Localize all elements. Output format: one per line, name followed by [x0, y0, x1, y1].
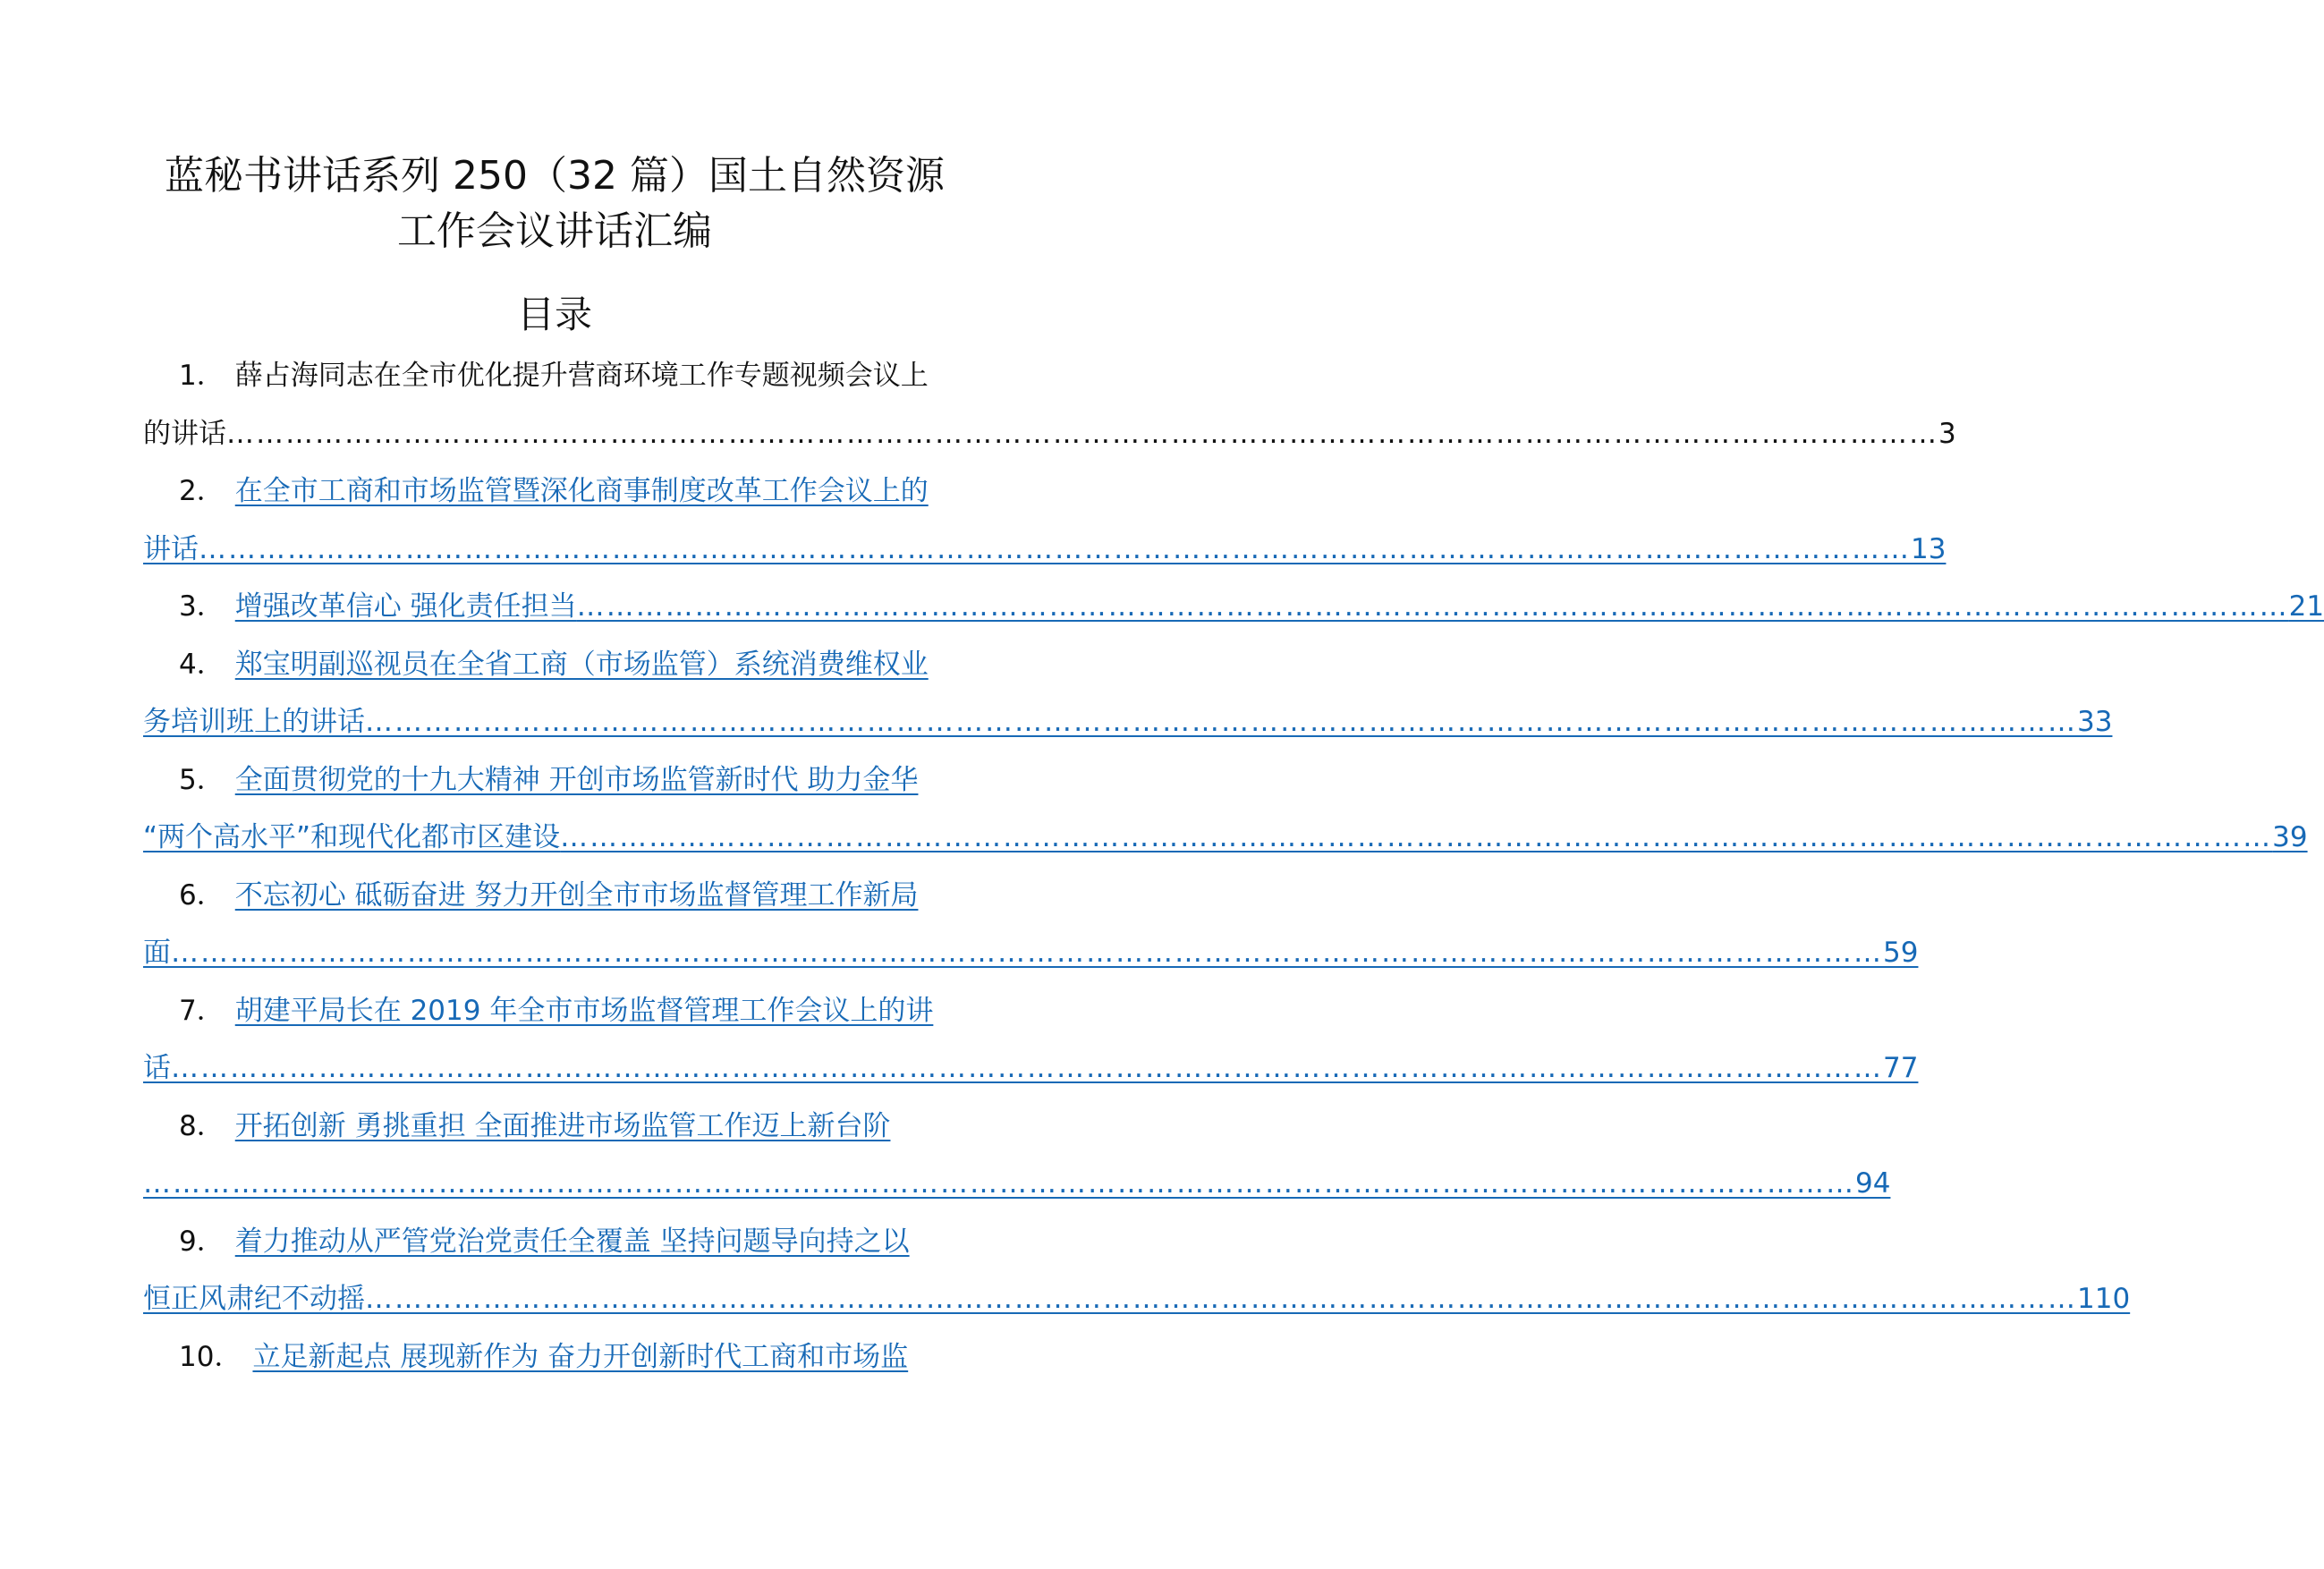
toc-entry-link[interactable]: 增强改革信心 强化责任担当 — [234, 590, 577, 623]
toc-leader-dots[interactable]: ………………………………………………………………………………………………………………………………………………………… — [560, 821, 2273, 853]
toc-entry-number: 5． — [179, 763, 225, 796]
toc-entry-2-line-2[interactable] — [143, 521, 1947, 579]
toc-entry-2-line-1[interactable] — [143, 462, 975, 521]
toc-entry-1-line-2[interactable] — [143, 405, 1956, 463]
toc-page-number[interactable]: 33 — [2077, 706, 2113, 738]
toc-entry-title-continued: 的讲话 — [143, 417, 226, 450]
toc-entry-8-line-2[interactable] — [143, 1155, 1891, 1213]
toc-page-number[interactable]: 21 — [2288, 590, 2324, 623]
toc-leader-dots[interactable]: ………………………………………………………………………………………………………………………………………………………… — [365, 706, 2077, 738]
toc-page-number: 3 — [1938, 417, 1956, 450]
toc-entry-link-continued[interactable]: “两个高水平”和现代化都市区建设 — [143, 821, 561, 853]
toc-heading: 目录 — [516, 293, 592, 336]
toc-entry-number: 3． — [179, 590, 225, 623]
toc-entry-number: 6． — [179, 878, 225, 912]
toc-leader-dots[interactable]: ………………………………………………………………………………………………………………………………………………………… — [199, 532, 1911, 565]
document-title-line-1: 蓝秘书讲话系列 250（32 篇）国土自然资源 — [165, 153, 945, 199]
toc-entry-5-line-2[interactable] — [143, 809, 2308, 867]
toc-entry-link[interactable]: 立足新起点 展现新作为 奋力开创新时代工商和市场监 — [252, 1340, 909, 1373]
toc-entry-title: 薛占海同志在全市优化提升营商环境工作专题视频会议上 — [234, 360, 929, 392]
toc-entry-link[interactable]: 着力推动从严管党治党责任全覆盖 坚持问题导向持之以 — [234, 1225, 910, 1258]
toc-leader-dots[interactable]: ………………………………………………………………………………………………………………………………………………………… — [171, 1052, 1883, 1084]
table-of-contents — [143, 347, 2324, 1386]
toc-entry-link-continued[interactable]: 面 — [143, 937, 171, 969]
toc-page-number[interactable]: 77 — [1883, 1052, 1919, 1084]
toc-entry-4-line-1[interactable] — [143, 636, 975, 694]
toc-entry-link[interactable]: 全面贯彻党的十九大精神 开创市场监管新时代 助力金华 — [234, 763, 919, 796]
document-title — [134, 148, 975, 259]
toc-entry-9-line-1[interactable] — [143, 1213, 975, 1271]
toc-entry-link-continued[interactable]: 话 — [143, 1052, 171, 1084]
toc-entry-link-continued[interactable]: 恒正风肃纪不动摇 — [143, 1283, 365, 1315]
toc-entry-8-line-1[interactable] — [143, 1098, 975, 1156]
toc-entry-6-line-2[interactable] — [143, 924, 1919, 982]
toc-entry-number: 2． — [179, 475, 225, 507]
toc-entry-number: 4． — [179, 648, 225, 681]
toc-entry-link[interactable]: 不忘初心 砥砺奋进 努力开创全市市场监督管理工作新局 — [234, 878, 919, 912]
toc-entry-link[interactable]: 在全市工商和市场监管暨深化商事制度改革工作会议上的 — [234, 475, 929, 507]
toc-page-number[interactable]: 59 — [1883, 937, 1919, 969]
toc-leader-dots[interactable]: ………………………………………………………………………………………………………………………………………………………… — [365, 1283, 2077, 1315]
document-title-line-2: 工作会议讲话汇编 — [397, 208, 712, 254]
toc-entry-6-line-1[interactable] — [143, 867, 975, 925]
toc-page-number[interactable]: 94 — [1855, 1167, 1891, 1200]
toc-entry-4-line-2[interactable] — [143, 693, 2113, 751]
toc-entry-3[interactable] — [143, 578, 2324, 636]
toc-leader-dots[interactable]: ………………………………………………………………………………………………………………………………………………………… — [171, 937, 1883, 969]
toc-page-number[interactable]: 13 — [1911, 532, 1947, 565]
toc-entry-7-line-1[interactable] — [143, 982, 975, 1040]
toc-entry-number: 1． — [179, 360, 225, 392]
toc-page-number[interactable]: 39 — [2272, 821, 2308, 853]
toc-leader-dots: ………………………………………………………………………………………………………………………………………………………… — [226, 417, 1938, 450]
toc-entry-1-line-1[interactable] — [143, 347, 975, 405]
toc-entry-link-continued[interactable]: 务培训班上的讲话 — [143, 706, 365, 738]
toc-entry-9-line-2[interactable] — [143, 1270, 2131, 1328]
toc-entry-10-line-1[interactable] — [143, 1328, 975, 1387]
toc-entry-link[interactable]: 开拓创新 勇挑重担 全面推进市场监管工作迈上新台阶 — [234, 1109, 891, 1142]
toc-entry-number: 10． — [179, 1340, 242, 1373]
toc-entry-link-continued[interactable]: 讲话 — [143, 532, 199, 565]
toc-entry-number: 9． — [179, 1225, 225, 1258]
toc-entry-link[interactable]: 胡建平局长在 2019 年全市市场监督管理工作会议上的讲 — [234, 994, 934, 1027]
toc-entry-5-line-1[interactable] — [143, 751, 975, 810]
toc-leader-dots[interactable]: ………………………………………………………………………………………………………………………………………………………… — [143, 1167, 1855, 1200]
toc-leader-dots[interactable]: ………………………………………………………………………………………………………………………………………………………… — [576, 590, 2289, 623]
toc-entry-number: 8． — [179, 1109, 225, 1142]
toc-entry-number: 7． — [179, 994, 225, 1027]
toc-entry-link[interactable]: 郑宝明副巡视员在全省工商（市场监管）系统消费维权业 — [234, 648, 929, 681]
toc-entry-7-line-2[interactable] — [143, 1039, 1919, 1098]
toc-page-number[interactable]: 110 — [2077, 1283, 2131, 1315]
